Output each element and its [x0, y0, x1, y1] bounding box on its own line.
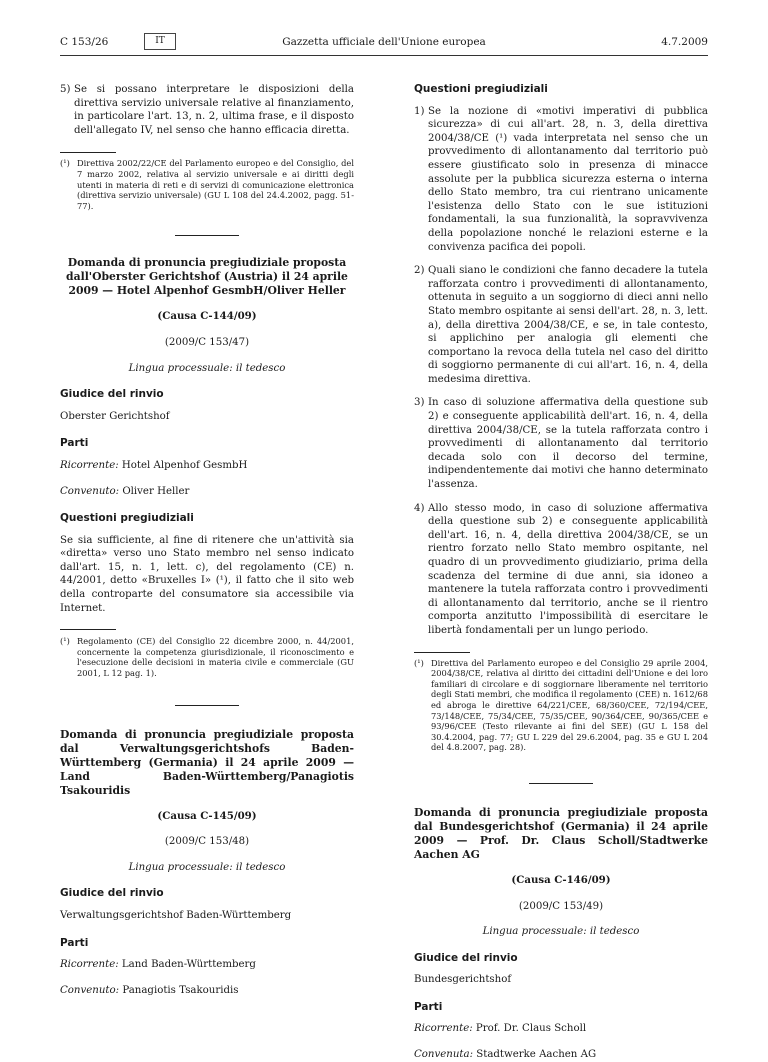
case-language: Lingua processuale: il tedesco	[128, 861, 286, 873]
section-heading: Giudice del rinvio	[414, 951, 518, 964]
defendant: Convenuta: Stadtwerke Aachen AG	[414, 1049, 597, 1061]
section-heading: Questioni pregiudiziali	[414, 83, 548, 95]
defendant: Convenuto: Oliver Heller	[60, 485, 190, 497]
case-title: Domanda di pronuncia pregiudiziale proposta dal Verwaltungsgerichtshofs Baden-Württemberg (Germania) il 24 aprile 2009 — Land Baden-Württemberg/Panagiotis Tsakouridis	[60, 727, 354, 797]
case-number: (Causa C-144/09)	[157, 310, 257, 323]
section-heading: Parti	[60, 437, 89, 450]
question-2: 2) Quali siano le condizioni che fanno decadere la tutela rafforzata contro i provvedimenti di allontanamento, ottenuta in seguito a un soggiorno di dieci anni nello Stato membro ospitante ai sensi dell'art. 28, n. 3, lett. a), della direttiva 2004/38/CE, e se, in tale contesto, si applichino per analogia gli elementi che comportano la revoca della tutela nel caso del diritto di soggiorno permanente di cui all'art. 16, n. 4, della medesima direttiva.	[414, 265, 708, 385]
section-heading: Giudice del rinvio	[60, 388, 164, 401]
applicant: Ricorrente: Prof. Dr. Claus Scholl	[414, 1023, 587, 1035]
section-heading: Parti	[60, 936, 89, 949]
case-title: Domanda di pronuncia pregiudiziale proposta dal Bundesgerichtshof (Germania) il 24 aprile 2009 — Prof. Dr. Claus Scholl/Stadtwerke Aachen AG	[414, 805, 708, 861]
issue-date: 4.7.2009	[661, 36, 708, 48]
section-separator	[175, 235, 239, 236]
journal-title: Gazzetta ufficiale dell'Unione europea	[282, 36, 486, 48]
header-rule	[60, 55, 708, 56]
question-3: 3) In caso di soluzione affermativa della questione sub 2) e conseguente applicabilità dell'art. 16, n. 4, della direttiva 2004/38/CE, se la tutela rafforzata contro i provvedimenti di allontanamento dal territorio decada solo con il decorso del termine, indipendentemente dai motivi che hanno determinato l'assenza.	[414, 397, 708, 491]
question-5: 5) Se si possano interpretare le disposizioni della direttiva servizio universale relative al finanziamento, in particolare l'art. 13, n. 2, ultima frase, e il disposto dell'allegato IV, nel senso che hanno efficacia diretta.	[60, 84, 354, 136]
case-number: (Causa C-146/09)	[511, 873, 611, 886]
defendant: Convenuto: Panagiotis Tsakouridis	[60, 984, 239, 996]
section-heading: Questioni pregiudiziali	[60, 512, 194, 525]
footnote-rule	[414, 652, 470, 653]
language-badge: IT	[144, 33, 176, 50]
case-reference: (2009/C 153/49)	[518, 900, 604, 912]
case-title: Domanda di pronuncia pregiudiziale proposta dall'Oberster Gerichtshof (Austria) il 24 aprile 2009 — Hotel Alpenhof GesmbH/Oliver Heller	[66, 256, 348, 298]
footnote: (¹) Direttiva del Parlamento europeo e del Consiglio 29 aprile 2004, 2004/38/CE, relativa al diritto dei cittadini dell'Unione e dei loro familiari di circolare e di soggiornare liberamente nel territorio degli Stati membri, che modifica il regolamento (CEE) n. 1612/68 ed abroga le direttive 64/221/CEE, 68/360/CEE, 72/194/CEE, 73/148/CEE, 75/34/CEE, 75/35/CEE, 90/364/CEE, 90/365/CEE e 93/96/CEE (Testo rilevante ai fini del SEE) (GU L 158 del 30.4.2004, pag. 77; GU L 229 del 29.6.2004, pag. 35 e GU L 204 del 4.8.2007, pag. 28).	[414, 657, 708, 753]
referring-court: Bundesgerichtshof	[414, 974, 512, 986]
referring-court: Verwaltungsgerichtshof Baden-Württemberg	[60, 910, 292, 921]
question-1: 1) Se la nozione di «motivi imperativi di pubblica sicurezza» di cui all'art. 28, n. 3, della direttiva 2004/38/CE (¹) vada interpretata nel senso che un provvedimento di allontanamento dal territorio può essere giustificato solo in presenza di minacce assolute per la pubblica sicurezza esterna o interna dello Stato membro, tra cui rientrano unicamente l'esistenza dello Stato con le sue istituzioni fondamentali, la sua funzionalità, la sopravvivenza della popolazione nonché le relazioni esterne e la convivenza pacifica dei popoli.	[414, 105, 708, 253]
section-heading: Giudice del rinvio	[60, 887, 164, 900]
page-code: C 153/26	[60, 36, 109, 48]
right-column	[414, 83, 708, 1062]
footnote: (¹) Regolamento (CE) del Consiglio 22 dicembre 2000, n. 44/2001, concernente la competenza giurisdizionale, il riconoscimento e l'esecuzione delle decisioni in materia civile e commerciale (GU 2001, L 12 pag. 1).	[60, 636, 354, 679]
section-separator	[529, 783, 593, 784]
case-language: Lingua processuale: il tedesco	[128, 362, 286, 374]
footnote-rule	[60, 629, 116, 630]
section-separator	[175, 705, 239, 706]
section-heading: Parti	[414, 1000, 443, 1013]
left-column	[60, 83, 354, 997]
footnote: (¹) Direttiva 2002/22/CE del Parlamento europeo e del Consiglio, del 7 marzo 2002, relativa al servizio universale e ai diritti degli utenti in materia di reti e di servizi di comunicazione elettronica (direttiva servizio universale) (GU L 108 del 24.4.2002, pagg. 51-77).	[60, 158, 354, 211]
referring-court: Oberster Gerichtshof	[60, 410, 170, 422]
applicant: Ricorrente: Hotel Alpenhof GesmbH	[60, 459, 248, 471]
footnote-rule	[60, 152, 116, 153]
applicant: Ricorrente: Land Baden-Württemberg	[60, 959, 256, 971]
case-number: (Causa C-145/09)	[157, 809, 257, 822]
question-4: 4) Allo stesso modo, in caso di soluzione affermativa della questione sub 2) e conseguente applicabilità dell'art. 16, n. 4, della direttiva 2004/38/CE, se un rientro forzato nello Stato membro ospitante, nel quadro di un provvedimento giudiziario, prima della scadenza del termine di due anni, sia idoneo a mantenere la tutela rafforzata contro i provvedimenti di allontanamento dal territorio, anche se il rientro comporta anzitutto l'impossibilità di esercitare le libertà fondamentali per un lungo periodo.	[414, 502, 708, 636]
question-text: Se sia sufficiente, al fine di ritenere che un'attività sia «diretta» verso uno Stato membro nel senso indicato dall'art. 15, n. 1, lett. c), del regolamento (CE) n. 44/2001, detto «Bruxelles I» (¹), il fatto che il sito web della controparte del consumatore sia accessibile via Internet.	[60, 534, 354, 614]
case-reference: (2009/C 153/47)	[164, 336, 250, 348]
case-language: Lingua processuale: il tedesco	[482, 926, 640, 938]
case-reference: (2009/C 153/48)	[164, 836, 250, 848]
